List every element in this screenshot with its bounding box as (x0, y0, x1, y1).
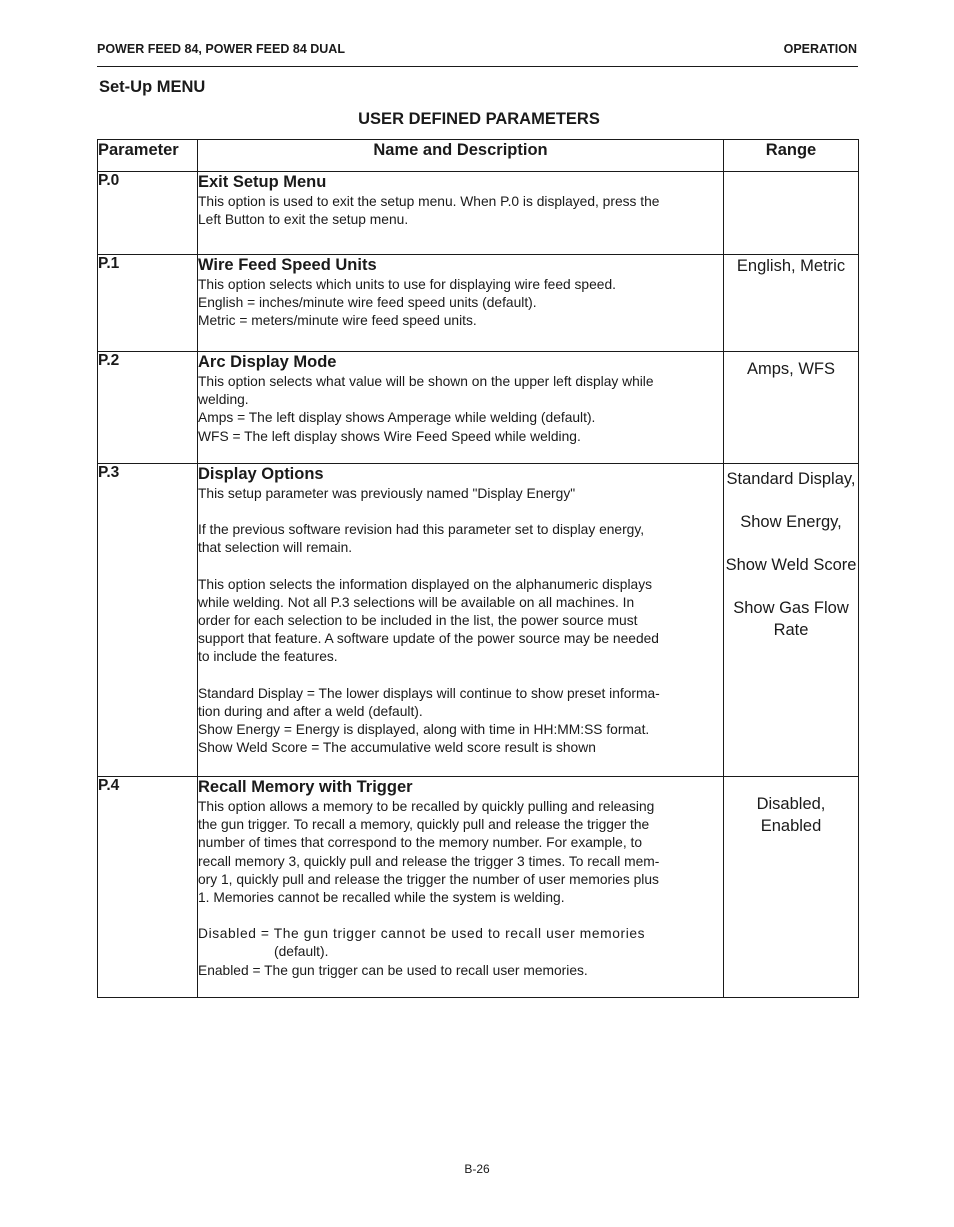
paragraph-gap (198, 503, 723, 521)
parameter-range (724, 352, 859, 464)
parameter-title: Wire Feed Speed Units (198, 256, 377, 274)
parameter-id: P.2 (98, 352, 198, 464)
parameter-id: P.0 (98, 172, 198, 255)
description-line: to include the features. (198, 649, 338, 665)
description-line: while welding. Not all P.3 selections will be available on all machines. In (198, 594, 635, 610)
section-title: Set-Up MENU (99, 78, 206, 96)
parameter-description (198, 255, 724, 352)
header-divider (97, 66, 858, 67)
description-line: Left Button to exit the setup menu. (198, 212, 409, 228)
parameter-range (724, 255, 859, 352)
paragraph-gap (198, 907, 723, 925)
range-value: Standard Display, (726, 470, 856, 488)
description-line: Amps = The left display shows Amperage while welding (default). (198, 410, 596, 426)
description-line: English = inches/minute wire feed speed units (default). (198, 295, 537, 311)
table-row (98, 777, 859, 998)
description-line: welding. (198, 392, 249, 408)
range-value: Show Gas Flow (733, 599, 849, 617)
table-title: USER DEFINED PARAMETERS (358, 110, 600, 128)
description-line: If the previous software revision had this parameter set to display energy, (198, 522, 645, 538)
table-row (98, 172, 859, 255)
description-line: Show Energy = Energy is displayed, along with time in HH:MM:SS format. (198, 722, 650, 738)
paragraph-gap (198, 558, 723, 576)
parameter-range (724, 777, 859, 998)
parameter-description (198, 777, 724, 998)
range-value: English, Metric (736, 257, 846, 275)
page-number: B-26 (464, 1162, 490, 1176)
description-line: (default). (274, 944, 329, 960)
parameters-table (97, 139, 859, 998)
description-line: This option selects what value will be shown on the upper left display while (198, 374, 654, 389)
table-row (98, 255, 859, 352)
description-line: recall memory 3, quickly pull and release the trigger 3 times. To recall mem- (198, 853, 660, 869)
description-line: WFS = The left display shows Wire Feed Speed while welding. (198, 428, 581, 444)
description-line: ory 1, quickly pull and release the trigger the number of user memories plus (198, 871, 659, 887)
parameter-title: Exit Setup Menu (198, 173, 327, 191)
range-value: Enabled (760, 817, 822, 835)
parameter-title: Arc Display Mode (198, 353, 337, 371)
parameter-range (724, 464, 859, 777)
description-line: This option is used to exit the setup menu. When P.0 is displayed, press the (198, 194, 660, 209)
parameter-description (198, 172, 724, 255)
description-line: number of times that correspond to the memory number. For example, to (198, 835, 642, 851)
description-line: Standard Display = The lower displays will continue to show preset informa- (198, 685, 660, 701)
range-value: Show Energy, (740, 513, 842, 531)
document-header-section: OPERATION (783, 42, 857, 56)
table-header-row (98, 140, 859, 172)
range-value: Disabled, (756, 795, 826, 813)
parameter-id: P.1 (98, 255, 198, 352)
description-line: 1. Memories cannot be recalled while the system is welding. (198, 890, 565, 906)
parameter-range (724, 172, 859, 255)
column-header-name: Name and Description (198, 140, 724, 172)
range-value: Amps, WFS (746, 360, 835, 378)
description-line: This setup parameter was previously named "Display Energy" (198, 486, 576, 501)
paragraph-gap (198, 667, 723, 685)
description-line: This option selects which units to use for displaying wire feed speed. (198, 277, 616, 292)
description-line: Show Weld Score = The accumulative weld score result is shown (198, 740, 596, 756)
table-row (98, 464, 859, 777)
parameter-title: Display Options (198, 465, 324, 483)
column-header-parameter: Parameter (98, 140, 198, 172)
parameter-description (198, 464, 724, 777)
description-line: that selection will remain. (198, 540, 353, 556)
description-line: This option allows a memory to be recalled by quickly pulling and releasing (198, 799, 655, 814)
parameter-description (198, 352, 724, 464)
parameter-id: P.4 (98, 777, 198, 998)
description-line: tion during and after a weld (default). (198, 703, 423, 719)
range-value: Rate (773, 621, 809, 639)
description-line: Metric = meters/minute wire feed speed units. (198, 313, 477, 329)
description-line: Disabled = The gun trigger cannot be used to recall user memories (198, 926, 646, 942)
table-row (98, 352, 859, 464)
description-line: This option selects the information displayed on the alphanumeric displays (198, 576, 653, 592)
range-value: Show Weld Score (725, 556, 857, 574)
description-line: order for each selection to be included in the list, the power source must (198, 613, 638, 629)
parameter-title: Recall Memory with Trigger (198, 778, 413, 796)
description-line: the gun trigger. To recall a memory, quickly pull and release the trigger the (198, 817, 650, 833)
parameter-id: P.3 (98, 464, 198, 777)
column-header-range: Range (724, 140, 859, 172)
description-line: Enabled = The gun trigger can be used to recall user memories. (198, 962, 588, 978)
description-line: support that feature. A software update of the power source may be needed (198, 631, 659, 647)
document-header-title: POWER FEED 84, POWER FEED 84 DUAL (97, 42, 345, 56)
